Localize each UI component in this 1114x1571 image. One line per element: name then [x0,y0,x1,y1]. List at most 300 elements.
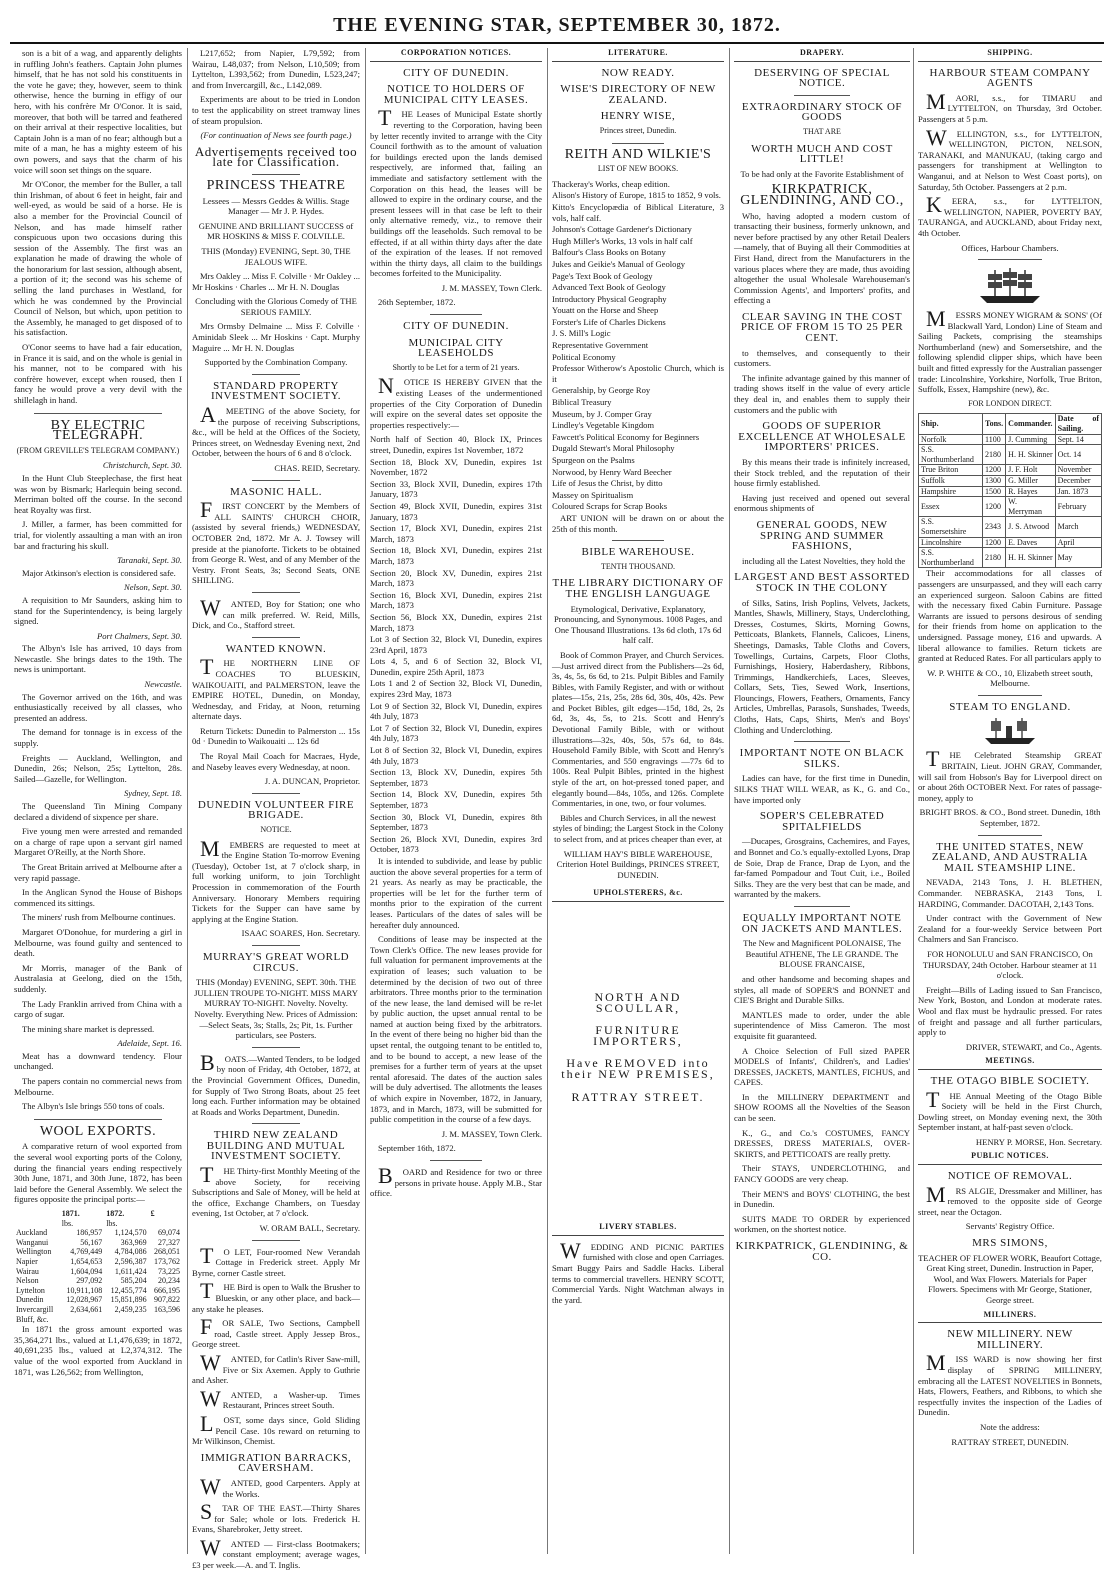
wool-paragraph: A comparative return of wool exported from the several wool exporting ports of the Colony, during the financial years ending respectively 30th June, 1871, and 30th June, 1872, has been laid before the General Assembly. We select the figures opposite the principal ports:— [14,1141,182,1205]
table-row [919,537,1102,548]
ad-body: TEACHER OF FLOWER WORK, Beaufort Cottage, Great King street, Dunedin. Instruction in Paper, Wool, and Wax Flowers. Materials for Paper Flowers. Specimens with Mr George, Stationer, George street. [918,1252,1102,1305]
column-advertisements [192,48,360,1571]
list-item: Norwood, by Henry Ward Beecher [552,466,672,477]
table-cell: W. Merryman [1006,497,1055,517]
ad-date: 26th September, 1872. [378,297,456,308]
table-row [14,1267,182,1277]
ad-line: Mrs Ormsby Delmaine ... Miss F. Colville · Aminidab Sleek ... Mr Hoskins · Capt. Murphy Maguire ... Mr H. N. Douglas [192,321,360,353]
ad-heading: MUNICIPAL CITY LEASEHOLDS [408,336,504,360]
table-cell: 2343 [983,517,1006,537]
table-cell: 12,028,967 [66,1295,103,1305]
ad-body: MISS WARD is now showing her first display of SPRING MILLINERY, embracing all the LATEST NOVELTIES in Bonnets, Hats, Flowers, Feathers, and Ribbons, to which she respectfully invites the inspection of the Ladies of Dunedin. [918,1350,1102,1418]
table-row [919,517,1102,537]
table-cell: Dunedin [16,1295,44,1305]
divider [252,637,300,638]
table-row [919,548,1102,568]
column-divider [547,48,548,1554]
news-paragraph: Experiments are about to be tried in London to test the applicability on street tramway lines of steam propulsion. [192,94,360,126]
telegram: Freights — Auckland, Wellington, and Dunedin, 26s; Nelson, 25s; Lyttelton, 28s. Sailed—Gazelle, for Wellington. [14,752,182,784]
ad-heading: GENERAL GOODS, NEW SPRING AND SUMMER FASHIONS, [756,518,888,553]
section-heading: UPHOLSTERERS, &c. [552,888,724,902]
table-row [919,465,1102,476]
ad-subheading: TENTH THOUSAND. [600,561,676,571]
telegram: The Albyn's Isle has arrived, 10 days from Newcastle. She brings dates to the 19th. The news is unimportant. [14,643,182,675]
list-item: Introductory Physical Geography [552,293,667,304]
ad-body: FIRST CONCERT by the Members of ALL SAINTS' CHURCH CHOIR, (assisted by several friends,) WEDNESDAY, OCTOBER 2nd, 1872. Mr A. J. Towsey will preside at the pianoforte. Tickets to be obtained from George R. West, and of any Member of the Vestry. Front Seats, 3s; Second Seats, ONE SHILLING. [192,497,360,586]
ad-body: It is intended to subdivide, and lease by public auction the above several properties for a term of 21 years. As nearly as may be practicable, the properties will be let for the further term of months prior to the expiration of the current leases. Particulars of the dates of sales will be hereafter duly announced. [370,855,542,930]
divider [978,259,1042,260]
list-item: Lots 1 and 2 of Section 32, Block VI, Dunedin, expires 23rd May, 1873 [370,678,542,700]
section-heading: LITERATURE. [552,48,724,62]
table-cell: 585,204 [120,1276,147,1286]
ad-signature: J. M. MASSEY, Town Clerk. [441,1128,542,1139]
table-row [919,486,1102,497]
ad-body: —Ducapes, Grosgrains, Cachemires, and Fayes, and Bonnet and Co.'s equally-extolled Lyons, Drap de Soie, Drap de France, Drap de Lyon, and the far-famed Pompadour and Tout Cuit, i.e., Boiled Silks. They are the very best that can be made, and warranted by the makers. [734,836,910,900]
column-corporation [370,48,542,1554]
table-header: Commander. [1006,414,1055,434]
table-row [14,1247,182,1257]
table-cell: 1100 [983,434,1006,445]
ad-heading: DESERVING OF SPECIAL NOTICE. [754,66,890,90]
telegram: A requisition to Mr Saunders, asking him to stand for the Superintendency, is being largely signed. [14,594,182,627]
ad-signature: DRIVER, STEWART, and Co., Agents. [965,1041,1102,1052]
list-item: Lot 8 of Section 32, Block VI, Dunedin, expires 4th July, 1873 [370,745,542,766]
sailing-table [918,413,1102,568]
table-header: 1872. [106,1209,125,1218]
ad-body: WANTED, for Catlin's River Saw-mill, Five or Six Axemen. Apply to Guthrie and Asher. [192,1349,360,1386]
list-item: Fawcett's Political Economy for Beginners [552,431,700,442]
wool-table-body [14,1228,182,1324]
list-item: Section 26, Block XVI, Dunedin, expires 3rd October, 1873 [370,833,542,855]
news-paragraph: Mr O'Conor, the member for the Buller, a tall thin Irishman, of about 6 feet in height, fair and well-eyed, as would be said of a horse. He is also a member for the Provincial Council of Nelson, and has made himself rather conspicuous upon two occasions during this session of the Assembly. The first was an explanation he made of drawing the whole of the honorarium for last session, although absent, a portion of it; the second was his scheme of selling the land purchases in Westland, for which he was condemned by the Provincial Council of Nelson, but which, upon petition to the Assembly, he managed to get disposed of to his satisfaction. [14,179,182,338]
list-item: Museum, by J. Comper Gray [552,408,652,419]
column-divider [729,48,730,1554]
table-cell [149,1219,182,1229]
table-cell: 1200 [983,497,1006,517]
table-cell: H. H. Skinner [1006,445,1055,465]
telegraph-heading: BY ELECTRIC TELEGRAPH. [50,417,146,444]
table-cell: 4,784,086 [114,1247,147,1257]
list-item: Section 17, Block XVI, Dunedin, expires 21st March, 1873 [370,523,542,544]
list-item: Thackeray's Works, cheap edition. [552,178,670,189]
ad-body: WANTED, good Carpenters. Apply at the Works. [200,1473,360,1499]
ad-heading: THE OTAGO BIBLE SOCIETY. [930,1074,1090,1087]
table-row [14,1257,182,1267]
ad-heading: MASONIC HALL. [229,485,323,498]
ad-heading: WORTH MUCH AND COST LITTLE! [751,142,893,166]
divider [252,793,300,794]
ad-body: MESSRS MONEY WIGRAM & SONS' (Of Blackwall Yard, London) Line of Steam and Sailing Packets, comprising the steamships Northumberland (new) and Somersetshire, and the following splendid clipper ships, which have been built and fitted expressly for the Australian passenger trade: Lincolnshire, Yorkshire, Norfolk, True Briton, Suffolk, Essex, Hampshire (new), &c. [918,306,1102,395]
table-cell: 15,851,896 [110,1295,147,1305]
ad-heading: HARBOUR STEAM COMPANY AGENTS [929,66,1091,90]
list-item: North half of Section 40, Block IX, Princes street, Dunedin, expires 1st November, 1872 [370,434,542,455]
table-cell: 1,654,653 [70,1256,103,1266]
ad-body: THE NORTHERN LINE OF COACHES TO BLUESKIN, WAIKOUAITI, and PALMERSTON, leave the EMPIRE HOTEL, Dunedin, on Monday, Wednesday, and Friday, at Noon, returning alternate days. [192,654,360,722]
ad-heading: CITY OF DUNEDIN. [403,66,509,79]
telegram: Mr Morris, manager of the Bank of Australasia at Geelong, died on the 15th, suddenly. [14,962,182,994]
telegram: Major Atkinson's election is considered safe. [22,567,176,578]
list-item: Hugh Miller's Works, 13 vols in half calf [552,235,693,246]
table-row [919,476,1102,487]
list-item: Biblical Treasury [552,397,612,408]
column-drapery [734,48,910,1554]
wool-table [14,1209,182,1324]
ad-signature: J. M. MASSEY, Town Clerk. [441,282,542,293]
table-header: Ship. [919,414,983,434]
table-row [919,497,1102,517]
ad-body: Book of Common Prayer, and Church Services.—Just arrived direct from the Publishers—2s 6d, 3s, 4s, 5s, 6s 6d, to 21s. Pulpit Bibles and Family Bibles, with Family Register, and with or without plates—15s, 21s, 25s, 28s 6d, 30s, 40s, 42s. Pew and Pocket Bibles, gilt edges—15d, 18d, 2s, 2s 6d, 3s, 4s, 5s, to 21s. Scott and Henry's Devotional Family Bible, with or without illustrations—32s, 40s, 50s, 57s 6d, to 84s. Household Family Bible, with Scott and Henry's Commentaries, and 550 engravings —77s 6d to 100s. Real Pulpit Bibles, printed in the highest style of the art, on hot-pressed toned paper, and elegantly bound—84s, 105s, and 126s. Complete Commentaries, in one, two, or four volumes. [552,649,724,809]
table-cell: 20,234 [158,1276,180,1286]
table-cell: 2180 [983,548,1006,568]
dateline: Newcastle. [144,679,182,690]
ad-body: KEERA, s.s., for LYTTELTON, WELLINGTON, NAPIER, POVERTY BAY, TAURANGA, and AUCKLAND, about Friday next, 4th October. [918,192,1102,238]
table-cell: Norfolk [919,434,983,445]
ad-body: Their STAYS, UNDERCLOTHING, and FANCY GOODS are very cheap. [734,1163,910,1185]
ad-body: A Choice Selection of Full sized PAPER MODELS of Infants', Children's, and Ladies' DRESSES, JACKETS, MANTLES, FICHUS, and CAPES. [734,1045,910,1088]
table-cell: Nelson [16,1276,39,1286]
ad-body: Ladies can have, for the first time in Dunedin, SILKS THAT WILL WEAR, as K., G. and Co., have imported only [734,773,910,805]
table-cell: Wairau [16,1266,39,1276]
table-cell: 907,822 [154,1295,180,1305]
ad-signature: ISAAC SOARES, Hon. Secretary. [241,928,360,939]
ad-signature: BRIGHT BROS. & CO., Bond street. Dunedin, 18th September, 1872. [919,807,1101,829]
ad-signature: W. ORAM BALL, Secretary. [259,1223,360,1234]
table-row [919,445,1102,465]
table-cell: April [1055,537,1101,548]
divider [612,540,664,541]
table-cell: 12,455,774 [110,1285,147,1295]
ad-heading: RATTRAY STREET, DUNEDIN. [951,1436,1069,1447]
table-cell: Wanganui [16,1237,49,1247]
steamship-icon [982,716,1038,746]
ad-body: WANTED — First-class Bootmakers; constant employment; average wages, £3 per week.—A. and T. Inglis. [192,1534,360,1571]
table-cell: J. S. Atwood [1006,517,1055,537]
ad-body: Return Tickets: Dunedin to Palmerston ... 15s 0d · Dunedin to Waikouaiti ... 12s 6d [192,725,360,747]
ad-heading: SOPER'S CELEBRATED SPITALFIELDS [759,810,885,833]
table-cell: True Briton [919,465,983,476]
telegram: Five young men were arrested and remanded on a charge of rape upon a servant girl named Margaret O'Reilly, at the North Shore. [14,826,182,858]
divider [34,413,162,414]
list-item: Section 13, Block XV, Dunedin, expires 5th September, 1873 [370,767,542,788]
ad-heading: LARGEST AND BEST ASSORTED STOCK IN THE COLONY [734,571,910,594]
news-paragraph: O'Conor seems to have had a fair education, in France it is said, and on the whole is genial in his manner, not to be compared with his confrère however, except when roused, then I fancy he would prove a very devil with the shillelagh in hand. [14,342,182,405]
book-list [552,179,724,512]
ad-body: WANTED, Boy for Station; one who can milk preferred. W. Reid, Mills, Dick, and Co., Stafford street. [192,594,360,631]
telegram: Meat has a downward tendency. Flour unchanged. [14,1050,182,1072]
table-cell: Lincolnshire [919,537,983,548]
ad-body: NEVADA, 2143 Tons, J. H. BLETHEN, Commander. NEBRASKA, 2143 Tons, I. HARDING, Commander. DACOTAH, 2,143 Tons. [918,877,1102,909]
table-cell [104,1315,148,1325]
telegram: The demand for tonnage is in excess of the supply. [14,727,182,749]
ad-body: Offices, Harbour Chambers. [961,242,1059,253]
table-cell: G. Miller [1006,476,1055,487]
divider [794,906,850,907]
ad-body: TO LET, Four-roomed New Verandah Cottage in Frederick street. Apply Mr Byrne, corner Castle street. [192,1242,360,1278]
section-heading: SHIPPING. [918,48,1102,62]
ad-subheading: THAT ARE [803,126,841,136]
ad-subheading: NOTICE. [260,825,292,835]
divider [252,174,300,175]
divider [978,695,1042,696]
ad-body: BOARD and Residence for two or three persons in private house. Apply M.B., Star office. [370,1163,542,1199]
divider [430,314,482,315]
ad-signature: CHAS. REID, Secretary. [274,463,360,473]
ad-body: Bibles and Church Services, in all the newest styles of binding; the Largest Stock in the Colony to select from, and at prices cheaper than ever, at [552,812,724,844]
telegram: The Queensland Tin Mining Company declared a dividend of sixpence per share. [14,801,182,822]
table-header: 1871. [61,1209,80,1218]
ad-heading: REITH AND WILKIE'S [564,146,712,162]
ad-body: The New and Magnificent POLONAISE, The Beautiful ATHENE, The LE GRANDE. The BLOUSE FRANCAISE, [743,938,901,970]
column-divider [187,48,188,1554]
list-item: Coloured Scraps for Scrap Books [552,501,668,512]
divider [794,95,850,96]
dateline: Taranaki, Sept. 30. [117,555,182,566]
ad-body: including all the Latest Novelties, they hold the [742,555,906,566]
table-header-row [14,1209,182,1219]
table-row [919,434,1102,445]
table-cell: Napier [16,1256,38,1266]
ad-body: By this means their trade is infinitely increased, their Stock trebled, and the reputation of their house firmly established. [734,457,910,489]
ad-body: MANTLES made to order, under the able superintendence of Miss Cameron. The most exquisite fit guaranteed. [734,1009,910,1041]
ad-heading: THE LIBRARY DICTIONARY OF THE ENGLISH LANGUAGE [552,577,724,600]
section-heading: LIVERY STABLES. [552,1222,724,1236]
ad-heading: THIRD NEW ZEALAND BUILDING AND MUTUAL INVESTMENT SOCIETY. [206,1129,346,1163]
ad-date: September 16th, 1872. [378,1143,456,1154]
column-divider [913,48,914,1554]
table-cell: 363,969 [120,1237,147,1247]
ad-heading: WISE'S DIRECTORY OF NEW ZEALAND. [560,83,716,106]
table-cell: Jan. 1873 [1055,486,1101,497]
list-item: Section 16, Block XVI, Dunedin, expires 21st March, 1873 [370,589,542,611]
table-cell: December [1055,476,1101,487]
table-header: Tons. [983,414,1006,434]
table-cell: Invercargill [16,1304,54,1314]
ad-body: MRS ALGIE, Dressmaker and Milliner, has removed to the opposite side of George street, near the Octagon. [918,1181,1102,1217]
table-units-row [14,1219,182,1229]
column-shipping [918,48,1102,1554]
table-cell: R. Hayes [1006,486,1055,497]
table-cell: November [1055,465,1101,476]
ad-body: Servants' Registry Office. [965,1221,1055,1232]
table-cell [60,1315,104,1325]
ad-body: MAORI, s.s., for TIMARU and LYTTELTON, on Thursday, 3rd October. Passengers at 5 p.m. [918,88,1102,124]
list-item: Generalship, by George Roy [552,385,651,396]
ad-body: THE Bird is open to Walk the Brusher to Blueskin, or any other place, and back—any stake he pleases. [192,1278,360,1314]
table-cell: E. Daves [1006,537,1055,548]
divider [794,741,850,742]
ad-heading: GOODS OF SUPERIOR EXCELLENCE AT WHOLESALE IMPORTERS' PRICES. [738,420,906,454]
telegram: The Great Britain arrived at Melbourne after a very rapid passage. [14,861,182,883]
ad-body: FOR HONOLULU and SAN FRANCISCO, On THURSDAY, 24th October. Harbour steamer at 11 o'clock. [922,948,1098,981]
ad-heading: RATTRAY STREET. [571,1089,705,1104]
list-item: Lot 7 of Section 32, Block VI, Dunedin, expires 4th July, 1873 [370,722,542,744]
list-item: Section 30, Block VI, Dunedin, expires 8th September, 1873 [370,811,542,833]
ad-body: of Silks, Satins, Irish Poplins, Velvets, Jackets, Mantles, Shawls, Millinery, Stays, Underclothing, Dresses, Costumes, Skirts, Morning Gowns, Petticoats, Blankets, Flannels, Calicoes, Linens, Sheetings, Damasks, Table Cloths and Covers, Towellings, Curtains, Carpets, Floor Cloths, Furnishings, Hosiery, Haberdashery, Ribbons, Trimmings, Handkerchiefs, Laces, Sleeves, Collars, Sets, Ties, Sewed Work, Insertions, Flouncings, Flowers, Feathers, Ornaments, Fancy Articles, Umbrellas, Parasols, Sunshades, Tweeds, Cloths, Hats, Caps, Shirts, Men's and Boys' Clothing and Underclothing. [734,597,910,735]
list-item: Dugald Stewart's Moral Philosophy [552,443,675,454]
list-item: Representative Government [552,340,649,351]
ad-body: NOTICE IS HEREBY GIVEN that the existing Leases of the undermentioned properties of the City Corporation of Dunedin will expire on the several dates set opposite the properties respectively:— [370,373,542,430]
ad-signature: HENRY P. MORSE, Hon. Secretary. [975,1136,1102,1147]
table-cell: 1300 [983,476,1006,487]
telegram: In the Hunt Club Steeplechase, the first heat was won by Bismark; Harlequin being second. Merriman bolted off the course. In the second heat Royalty was first. [14,472,182,515]
table-cell: Sept. 14 [1055,434,1101,445]
late-ads-heading: Advertisements received too late for Classification. [194,143,358,170]
divider [612,143,664,144]
lease-list [370,434,542,855]
ad-subheading: Shortly to be Let for a term of 21 years. [392,362,520,372]
divider [430,1160,482,1161]
table-cell: S.S. Somersetshire [919,517,983,537]
table-cell: 2180 [983,445,1006,465]
ad-heading: CITY OF DUNEDIN. [403,320,509,333]
list-item: J. S. Mill's Logic [552,328,611,339]
table-cell: 27,327 [158,1237,180,1247]
column-literature [552,48,724,1554]
table-cell: 666,195 [154,1285,180,1295]
ad-heading: CLEAR SAVING IN THE COST PRICE OF FROM 15 TO 25 PER CENT. [740,310,904,345]
divider [252,1123,300,1124]
table-cell: May [1055,548,1101,568]
table-header-row [919,414,1102,434]
list-item: Jukes and Geikie's Manual of Geology [552,258,686,269]
list-item: Youatt on the Horse and Sheep [552,305,659,316]
list-item: Section 18, Block XVI, Dunedin, expires 21st March, 1873 [370,545,542,566]
table-cell: Suffolk [919,476,983,487]
table-row [14,1295,182,1305]
ad-body: LOST, some days since, Gold Sliding Pencil Case. 10s reward on returning to Mr Wilkinson, Chemist. [192,1410,360,1447]
ad-body: In the MILLINERY DEPARTMENT and SHOW ROOMS all the Novelties of the Season can be seen. [734,1091,910,1124]
section-heading: DRAPERY. [734,48,910,62]
ad-body: THIS (Monday) EVENING, SEPT. 30th. THE JULLIEN TROUPE TO-NIGHT. MISS MARY MURRAY TO-NIGHT. Novelty. Novelty. Novelty. Everything New. Prices of Admission:—Select Seats, 3s; Stalls, 2s; Pit, 1s. Further particulars, see Posters. [194,977,358,1041]
table-cell: Oct. 14 [1055,445,1101,465]
table-header: £ [150,1209,155,1218]
ad-body: Conditions of lease may be inspected at the Town Clerk's Office. The new leases provide for full valuation for permanent improvements at the expiration of leases; such valuation to be determined by the decision of two out of three arbitrators. Three months prior to the termination of the new lease, the land demised will be re-let by public auction, the upset annual rental to be named at auction being fixed by the arbitrators. In the event of there being no higher bid than the upset rental, the outgoing tenant to be entitled to, and to be bound to accept, a new lease of the premises for a further term of years at the upset rental aforesaid. The dates of the auction sales will be duly advertised. The allotments the leases of which expire in November, 1872, in January, 1873, and in March, 1873, will be submitted for public competition in the course of a few days. [370,934,542,1125]
ad-heading: BIBLE WAREHOUSE. [581,546,695,559]
ad-heading: EQUALLY IMPORTANT NOTE ON JACKETS AND MANTLES. [741,911,903,935]
ad-heading: STANDARD PROPERTY INVESTMENT SOCIETY. [210,379,342,403]
table-cell: 1,124,570 [114,1228,147,1238]
masthead-rule [10,42,1104,44]
page-title: THE EVENING STAR, SEPTEMBER 30, 1872. [333,14,781,36]
wool-paragraph: In 1871 the gross amount exported was 35,364,271 lbs., valued at L1,476,639; in 1872, 40,691,235 lbs., valued at L2,374,312. The value of the wool exported from Auckland in 1871, was L26,562; from Wellington, [14,1324,182,1377]
telegram: The papers contain no commercial news from Melbourne. [14,1076,182,1097]
divider [252,592,300,593]
ad-body: THE Leases of Municipal Estate shortly reverting to the Corporation, having been by letter recently invited to arrange with the City Council forthwith as to the amount of valuation for buildings erected upon the lands demised respectively, are informed that, failing an immediate and satisfactory settlement with the Corporation on this head, the leases will be allowed to expire in the ordinary course, and the present lessees will in that case be left to their only alternative remedy, viz., to remove their buildings off the leaseholds. Such removal to be effected, if at all within thirty days after the date of the expiration of the leases. If not removed within the thirty days, all claim to the buildings becomes forfeited to the Municipality. [370,105,542,279]
list-item: Lindley's Vegetable Kingdom [552,420,655,431]
ad-body: THE Celebrated Steamship GREAT BRITAIN, Lieut. JOHN GRAY, Commander, will sail from Hobson's Bay for Liverpool direct on or about 26th OCTOBER Next. For rates of passage-money, apply to [918,746,1102,803]
list-item: Section 56, Block XX, Dunedin, expires 21st March, 1873 [370,611,542,633]
telegram: J. Miller, a farmer, has been committed for trial, for violently assaulting a man with an iron bar and fracturing his skull. [14,519,182,551]
divider [978,835,1042,836]
table-cell [14,1219,60,1229]
table-cell: Bluff, &c. [16,1314,49,1324]
table-row [14,1305,182,1315]
list-item: Section 49, Block XVII, Dunedin, expires 31st January, 1873 [370,500,542,522]
table-cell: 73,225 [158,1266,180,1276]
dateline: Nelson, Sept. 30. [123,582,182,593]
ad-line: Supported by the Combination Company. [204,357,348,368]
ad-heading: HENRY WISE, [600,110,676,123]
ad-subheading: LIST OF NEW BOOKS. [597,164,679,174]
telegram: In the Anglican Synod the House of Bishops commenced its sittings. [14,887,182,908]
ad-heading: WANTED KNOWN. [225,642,327,655]
table-cell: H. H. Skinner [1006,548,1055,568]
ad-heading: NOTICE TO HOLDERS OF MUNICIPAL CITY LEASES. [383,83,529,106]
table-cell: 2,634,661 [70,1304,103,1314]
table-cell: 268,051 [154,1247,180,1257]
table-cell: 1200 [983,465,1006,476]
table-cell: Auckland [16,1228,48,1238]
divider [252,480,300,481]
ad-body: FOR SALE, Two Sections, Campbell road, Castle street. Apply Jessep Bros., George street. [192,1314,360,1350]
table-cell: 186,957 [76,1228,103,1238]
list-item: Forster's Life of Charles Dickens [552,316,666,327]
table-cell: S.S. Northumberland [919,445,983,465]
ad-signature: J. A. DUNCAN, Proprietor. [264,776,360,787]
list-item: Section 18, Block XV, Dunedin, expires 1st November, 1872 [370,456,542,478]
table-cell: Essex [919,497,983,517]
ad-subheading: Princes street, Dunedin. [599,125,677,135]
table-header [14,1209,60,1219]
ad-body: STAR OF THE EAST.—Thirty Shares for Sale; whole or lots. Frederick H. Evans, Sharebroker, Jetty street. [192,1499,360,1535]
ad-body: BOATS.—Wanted Tenders, to be lodged by noon of Friday, 4th October, 1872, at the Provincial Government Offices, Dunedin, for Supply of Two Strong Boats, about 25 feet long each. Further information may be obtained at Roads and Works Department, Dunedin. [192,1049,360,1117]
telegram: The miners' rush from Melbourne continues. [22,912,176,923]
section-heading: CORPORATION NOTICES. [370,48,542,62]
table-row [14,1315,182,1325]
table-cell: 1,604,094 [70,1266,103,1276]
telegraph-source: (FROM GREVILLE'S TELEGRAM COMPANY.) [16,445,180,455]
theatre-heading: PRINCESS THEATRE [206,177,346,193]
list-item: Professor Witherow's Apostolic Church, which is it [552,363,724,384]
table-cell: J. Cumming [1006,434,1055,445]
ad-body: Their MEN'S and BOYS' CLOTHING, the best in Dunedin. [734,1188,910,1210]
ad-body: MEMBERS are requested to meet at the Engine Station To-morrow Evening (Tuesday), October 1st, at 7 o'clock sharp, in full working uniform, to join Torchlight Procession in commemoration of the Fourth Anniversary. Honorary Members requiring Tickets for the Supper can have same by applying at the Engine Station. [192,835,360,924]
ad-line: GENUINE AND BRILLIANT SUCCESS of MR HOSKINS & MISS F. COLVILLE. [198,220,354,242]
ad-body: THE Thirty-first Monthly Meeting of the above Society, for receiving Subscriptions and Sale of Money, will be held at the office, Exchange Chambers, on Tuesday evening, 1st October, at 7 o'clock. [192,1162,360,1219]
ad-heading: MRS SIMONS, [972,1237,1048,1250]
column-news [14,48,182,1554]
divider [34,1119,162,1120]
telegram: The mining share market is depressed. [22,1023,155,1034]
list-item: Lots 4, 5, and 6 of Section 32, Block VI, Dunedin, expire 25th April, 1873 [370,656,542,677]
telegram: The Lady Franklin arrived from China with a cargo of sugar. [14,998,182,1020]
section-heading: MILLINERS. [918,1310,1102,1324]
ad-body: WELLINGTON, s.s., for LYTTELTON, WELLINGTON, PICTON, NELSON, TARANAKI, and MANUKAU, (taking cargo and passengers for transhipment at Wellington to Wanganui, and at Nelson to West Coast ports), on Saturday, 5th October. Passengers at 2 p.m. [918,124,1102,192]
ad-body: and other handsome and becoming shapes and styles, all made of SOPER'S and BONNET and CIE'S Bright and Durable Silks. [734,973,910,1006]
ad-body: Etymological, Derivative, Explanatory, Pronouncing, and Synonymous. 1008 Pages, and One Thousand Illustrations. 13s 6d cloth, 17s 6d half calf. [553,603,723,646]
table-cell: 2,596,387 [114,1256,147,1266]
dateline: Sydney, Sept. 18. [124,788,182,799]
section-heading: PUBLIC NOTICES. [918,1151,1102,1165]
ad-heading: MURRAY'S GREAT WORLD CIRCUS. [202,950,350,974]
ad-body: Under contract with the Government of New Zealand for a four-weekly Service between Port Chalmers and San Francisco. [918,913,1102,945]
ad-body: Having just received and opened out several enormous shipments of [734,492,910,514]
ad-subheading: FOR LONDON DIRECT. [968,398,1052,408]
table-cell: 10,911,108 [66,1285,103,1295]
ad-heading: NOTICE OF REMOVAL. [947,1170,1073,1183]
table-row [14,1286,182,1296]
list-item: Johnson's Cottage Gardener's Dictionary [552,224,692,235]
table-row [14,1228,182,1238]
sailing-table-body [919,434,1102,568]
divider [252,945,300,946]
table-cell: 163,596 [154,1304,180,1314]
list-item: Section 33, Block XVII, Dunedin, expires 17th January, 1873 [370,478,542,500]
table-row [14,1238,182,1248]
ad-body: to themselves, and consequently to their customers. [734,347,910,369]
wool-heading: WOOL EXPORTS. [39,1123,157,1139]
ad-signature: W. P. WHITE & CO., 10, Elizabeth street south, Melbourne. [927,667,1093,689]
